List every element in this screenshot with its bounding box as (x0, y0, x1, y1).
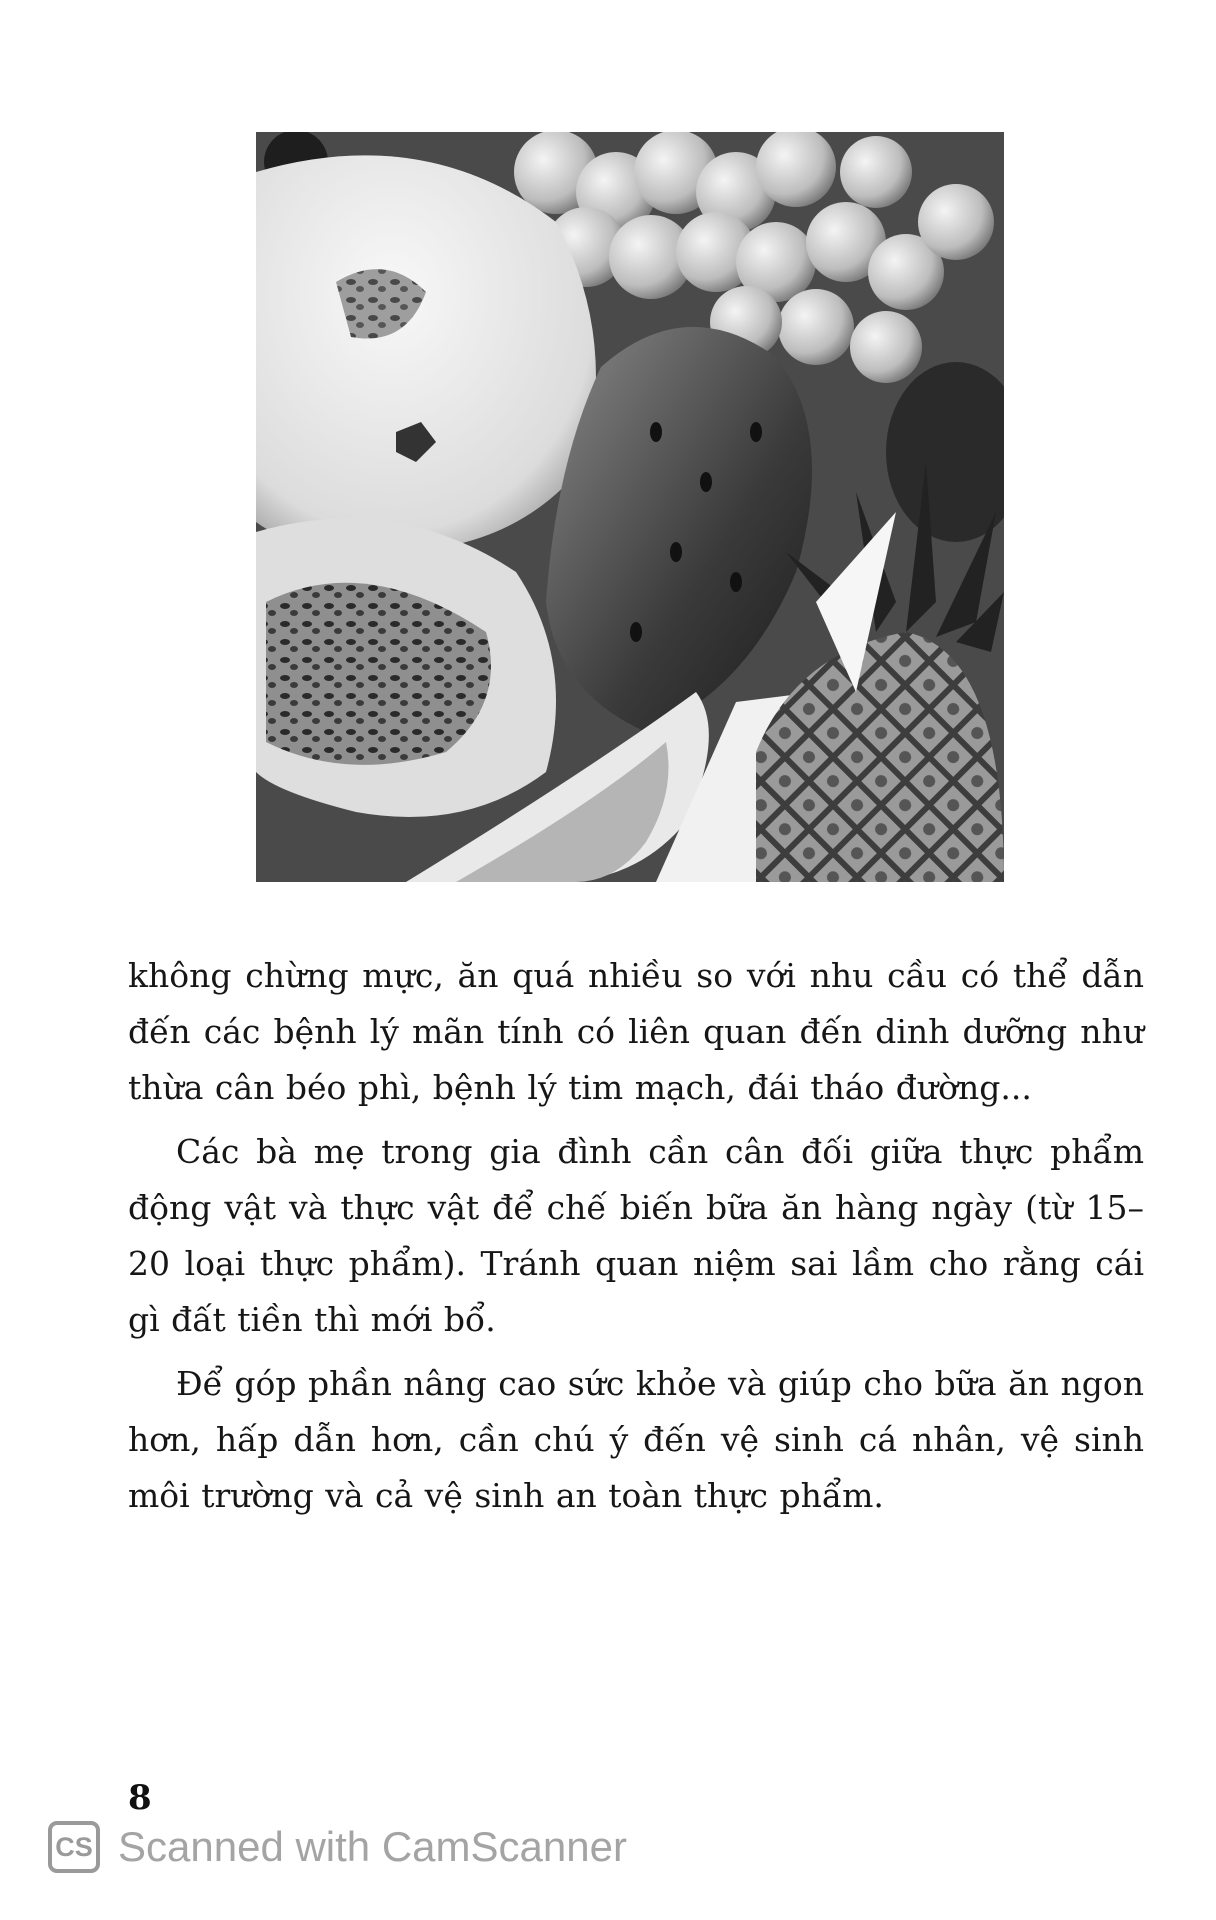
camscanner-watermark (48, 1814, 627, 1880)
paragraph: Các bà mẹ trong gia đình cần cân đối giữa thực phẩm động vật và thực vật để chế biến bữa ăn hàng ngày (từ 15–20 loại thực phẩm). Tránh quan niệm sai lầm cho rằng cái gì đất tiền thì mới bổ. (128, 1132, 1144, 1339)
watermark-text: Scanned with CamScanner (118, 1823, 627, 1870)
page-number: 8 (128, 1778, 152, 1818)
camscanner-logo-icon: CS (48, 1821, 100, 1873)
body-text (128, 948, 1144, 1532)
paragraph: Để góp phần nâng cao sức khỏe và giúp cho bữa ăn ngon hơn, hấp dẫn hơn, cần chú ý đến vệ sinh cá nhân, vệ sinh môi trường và cả vệ sinh an toàn thực phẩm. (128, 1364, 1144, 1515)
fruit-illustration (256, 132, 1004, 882)
paragraph: không chừng mực, ăn quá nhiều so với nhu cầu có thể dẫn đến các bệnh lý mãn tính có liên quan đến dinh dưỡng như thừa cân béo phì, bệnh lý tim mạch, đái tháo đường... (128, 956, 1144, 1107)
fruit-photo (256, 132, 1004, 882)
